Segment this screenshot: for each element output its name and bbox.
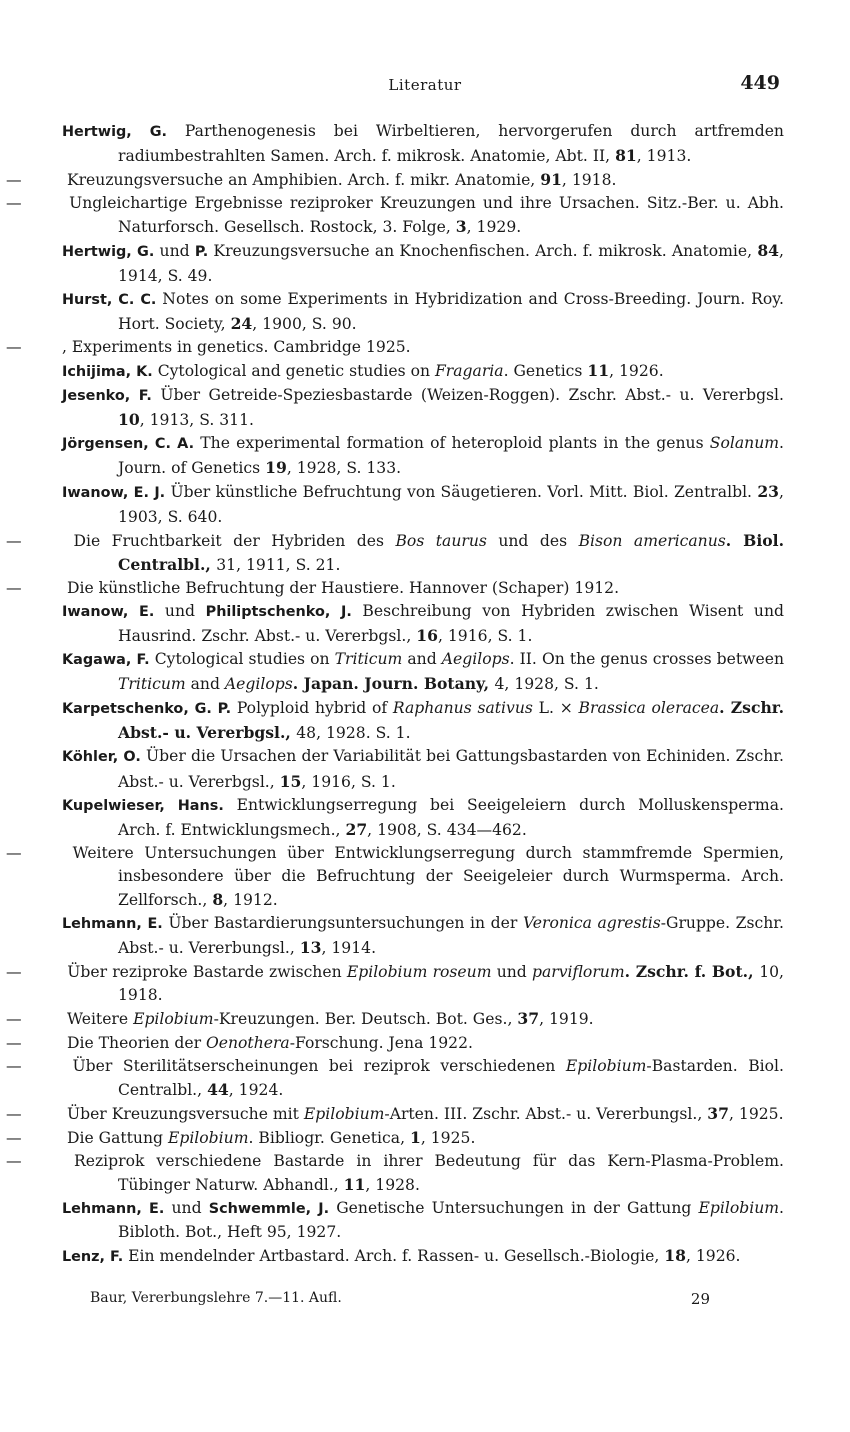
reference-volume: 15 <box>279 771 302 791</box>
reference-text: , Experiments in genetics. Cambridge 1925. <box>62 337 411 356</box>
reference-author: Iwanow, E. <box>62 603 155 620</box>
reference-volume: 11 <box>587 360 610 380</box>
reference-text: , 1924. <box>228 1080 284 1099</box>
reference-text: Über Getreide-Speziesbastarde (Weizen-Roggen). Zschr. Abst.- u. Vererbgsl. <box>151 386 784 405</box>
reference-entry: — , Experiments in genetics. Cambridge 1925. <box>6 337 411 356</box>
reference-taxon: Fragaria <box>434 361 504 380</box>
reference-volume: . Biol. Centralbl., <box>118 530 784 574</box>
reference-volume: 37 <box>517 1009 540 1029</box>
reference-author: Iwanow, E. J. <box>62 485 166 502</box>
reference-entry: — Weitere Epilobium-Kreuzungen. Ber. Deutsch. Bot. Ges., 37, 1919. <box>6 1009 594 1029</box>
reference-conjunction: und <box>164 1199 209 1218</box>
reference-author: Köhler, O. <box>62 749 141 766</box>
reference-author: Lenz, F. <box>62 1249 124 1266</box>
reference-text: , 1925. <box>728 1104 784 1123</box>
reference-text: Über künstliche Befruchtung von Säugetieren. Vorl. Mitt. Biol. Zentralbl. <box>165 483 758 502</box>
reference-entry <box>62 432 784 480</box>
reference-entry: — Über Kreuzungsversuche mit Epilobium-Arten. III. Zschr. Abst.- u. Vererbungsl., 37, 1925. <box>6 1103 784 1123</box>
reference-text: Die Fruchtbarkeit der Hybriden des <box>62 531 396 550</box>
reference-list <box>6 120 785 1270</box>
reference-taxon: Bison americanus <box>578 531 726 550</box>
reference-taxon: Brassica oleracea <box>578 699 720 718</box>
reference-text: , 1925. <box>420 1128 476 1147</box>
running-head <box>0 72 850 102</box>
reference-entry: — Über reziproke Bastarde zwischen Epilobium roseum und parviflorum. Zschr. f. Bot., 10, 1918. <box>6 962 785 1005</box>
reference-text: , 1913. <box>636 147 692 166</box>
reference-text: 4 <box>494 675 505 694</box>
reference-entry <box>62 480 784 528</box>
reference-taxon: Oenothera <box>205 1033 290 1052</box>
reference-text: Über reziproke Bastarde zwischen <box>62 963 347 982</box>
reference-taxon: Triticum <box>118 675 186 694</box>
reference-text: , 1908, S. 434—462. <box>367 820 527 839</box>
reference-text: Entwicklungserregung bei Seeigeleiern durch Molluskensperma. Arch. f. Entwicklungsmech., <box>118 795 784 839</box>
reference-author: Lehmann, E. <box>62 1201 165 1218</box>
page-footer <box>90 1290 710 1314</box>
reference-coauthor: Schwemmle, J. <box>208 1201 330 1218</box>
reference-entry: — Die Theorien der Oenothera-Forschung. Jena 1922. <box>6 1033 473 1052</box>
reference-text: Reziprok verschiedene Bastarde in ihrer Bedeutung für das Kern-Plasma-Problem. Tübinger Naturw. Abhandl., <box>62 1152 784 1195</box>
reference-author: Jörgensen, C. A. <box>62 436 195 453</box>
reference-text: , 1919. <box>539 1010 594 1029</box>
reference-text: , 1914. <box>321 939 377 958</box>
reference-volume: 24 <box>230 313 253 333</box>
reference-volume: 37 <box>707 1103 729 1123</box>
reference-text: , 1928, S. 1. <box>504 675 599 694</box>
reference-text: Über Bastardierungsuntersuchungen in der <box>162 914 523 933</box>
reference-conjunction: und <box>154 601 206 620</box>
reference-coauthor: P. <box>194 244 209 261</box>
reference-volume: 16 <box>416 625 438 645</box>
reference-text: 10 <box>759 963 780 982</box>
reference-text: Notes on some Experiments in Hybridization and Cross-Breeding. Journ. Roy. Hort. Society, <box>118 289 785 333</box>
reference-volume: . Zschr. f. Bot., <box>624 962 760 982</box>
reference-entry <box>62 648 784 696</box>
reference-taxon: Epilobium <box>167 1128 249 1147</box>
reference-text: Cytological studies on <box>149 650 335 669</box>
reference-entry: — Kreuzungsversuche an Amphibien. Arch. f. mikr. Anatomie, 91, 1918. <box>6 170 617 190</box>
reference-entry <box>62 696 784 745</box>
reference-text: -Forschung. Jena 1922. <box>289 1033 473 1052</box>
reference-text: . Genetics <box>503 361 588 380</box>
reference-text: , 1916, S. 1. <box>437 626 533 645</box>
reference-text: Cytological and genetic studies on <box>152 361 435 380</box>
reference-volume: . Japan. Journ. Botany, <box>292 674 495 694</box>
reference-author: Hertwig, G. <box>62 244 155 261</box>
reference-text: Die Gattung <box>62 1128 168 1147</box>
reference-text: L. × <box>532 699 579 718</box>
reference-volume: 13 <box>299 938 322 958</box>
reference-taxon: Triticum <box>334 650 403 669</box>
reference-text: . Journ. of Genetics <box>118 434 784 478</box>
reference-volume: 19 <box>265 458 287 478</box>
reference-author: Hurst, C. C. <box>62 291 157 308</box>
reference-text: The experimental formation of heteroploid plants in the genus <box>194 434 710 453</box>
reference-volume: 3 <box>455 217 467 237</box>
reference-text: 31 <box>216 555 237 574</box>
reference-text: Ungleichartige Ergebnisse reziproker Kreuzungen und ihre Ursachen. Sitz.-Ber. u. Abh. Naturforsch. Gesellsch. Rostock, 3. Folge, <box>62 194 784 237</box>
reference-text: , 1926. <box>609 361 664 380</box>
reference-author: Karpetschenko, G. P. <box>62 701 232 718</box>
reference-taxon: Epilobium <box>133 1010 214 1029</box>
reference-entry <box>62 1244 784 1269</box>
reference-text: Weitere <box>62 1010 134 1029</box>
reference-text: Parthenogenesis bei Wirbeltieren, hervorgerufen durch artfremden radiumbestrahlten Samen. Arch. f. mikrosk. Anatomie, Abt. II, <box>118 122 784 166</box>
reference-text: , 1913, S. 311. <box>139 411 254 430</box>
reference-volume: 23 <box>757 482 780 502</box>
reference-taxon: Epilobium <box>303 1104 385 1123</box>
reference-entry <box>62 239 784 287</box>
reference-text: und <box>491 963 532 982</box>
reference-text: Ein mendelnder Artbastard. Arch. f. Rassen- u. Gesellsch.-Biologie, <box>123 1247 665 1266</box>
reference-taxon: Veronica agrestis <box>522 914 661 933</box>
reference-taxon: Solanum <box>709 434 780 453</box>
reference-taxon: Aegilops <box>224 675 293 694</box>
reference-text: , 1911, S. 21. <box>236 555 341 574</box>
reference-text: , 1928. S. 1. <box>316 724 411 743</box>
reference-text: Polyploid hybrid of <box>231 699 393 718</box>
running-title: Literatur <box>388 76 462 94</box>
reference-coauthor: Philiptschenko, J. <box>205 603 352 620</box>
reference-entry <box>62 1197 784 1244</box>
reference-author: Kagawa, F. <box>62 652 150 669</box>
reference-entry: — Die künstliche Befruchtung der Haustiere. Hannover (Schaper) 1912. <box>6 578 620 597</box>
reference-text: , 1926. <box>685 1247 741 1266</box>
reference-conjunction: und <box>154 242 195 261</box>
reference-taxon: Epilobium roseum <box>346 963 492 982</box>
reference-entry: — Über Sterilitätserscheinungen bei reziprok verschiedenen Epilobium-Bastarden. Biol. Centralbl., 44, 1924. <box>6 1056 784 1099</box>
reference-volume: 10 <box>118 410 140 430</box>
reference-text: , 1928. <box>365 1176 420 1195</box>
reference-entry: — Die Gattung Epilobium. Bibliogr. Genetica, 1, 1925. <box>6 1127 476 1147</box>
reference-text: and <box>402 650 442 669</box>
reference-text: Kreuzungsversuche an Knochenfischen. Arch. f. mikrosk. Anatomie, <box>208 242 758 261</box>
reference-text: -Kreuzungen. Ber. Deutsch. Bot. Ges., <box>213 1010 518 1029</box>
reference-entry: — Ungleichartige Ergebnisse reziproker Kreuzungen und ihre Ursachen. Sitz.-Ber. u. Abh. Naturforsch. Gesellsch. Rostock, 3. Folge, 3, 1929. <box>6 194 784 237</box>
reference-volume: 1 <box>409 1127 421 1147</box>
reference-text: , 1918. <box>118 963 785 1005</box>
reference-text: , 1929. <box>466 218 522 237</box>
reference-text: -Gruppe. Zschr. Abst.- u. Vererbungsl., <box>118 914 784 958</box>
reference-entry <box>62 794 784 842</box>
reference-text: and <box>185 675 225 694</box>
reference-volume: 91 <box>540 170 562 190</box>
reference-entry <box>62 745 784 793</box>
reference-entry: — Die Fruchtbarkeit der Hybriden des Bos taurus und des Bison americanus. Biol. Centralbl., 31, 1911, S. 21. <box>6 530 784 574</box>
reference-entry <box>62 120 784 168</box>
reference-text: -Bastarden. Biol. Centralbl., <box>118 1056 784 1099</box>
reference-volume: . Zschr. Abst.- u. Vererbgsl., <box>118 698 785 743</box>
reference-entry <box>62 600 784 648</box>
reference-taxon: Bos taurus <box>395 531 487 550</box>
reference-text: -Arten. III. Zschr. Abst.- u. Vererbungsl., <box>384 1104 708 1123</box>
reference-text: Weitere Untersuchungen über Entwicklungserregung durch stammfremde Spermien, insbesondere über die Befruchtung der Seeigeleier durch Wurmsperma. Arch. Zellforsch., <box>62 843 784 909</box>
reference-text: , 1903, S. 640. <box>118 483 784 526</box>
reference-text: , 1918. <box>561 171 617 190</box>
footer-book-title: Baur, Vererbungslehre 7.—11. Aufl. <box>90 1290 342 1306</box>
reference-text: , 1912. <box>223 891 278 909</box>
page-number: 449 <box>740 72 780 94</box>
reference-volume: 81 <box>615 146 637 166</box>
reference-entry <box>62 288 784 336</box>
reference-text: . Bibloth. Bot., Heft 95, 1927. <box>118 1199 784 1242</box>
reference-taxon: Aegilops <box>441 650 510 669</box>
reference-text: Kreuzungsversuche an Amphibien. Arch. f. mikr. Anatomie, <box>62 171 541 190</box>
reference-text: 48 <box>296 724 317 743</box>
reference-author: Ichijima, K. <box>62 363 153 380</box>
reference-taxon: parviflorum <box>532 963 625 982</box>
reference-volume: 44 <box>207 1079 229 1099</box>
reference-text: Die Theorien der <box>62 1033 206 1052</box>
reference-volume: 84 <box>757 241 780 261</box>
reference-volume: 11 <box>343 1175 366 1195</box>
reference-entry: — Reziprok verschiedene Bastarde in ihrer Bedeutung für das Kern-Plasma-Problem. Tübinger Naturw. Abhandl., 11, 1928. <box>6 1152 784 1195</box>
reference-taxon: Epilobium <box>698 1199 780 1218</box>
reference-taxon: Raphanus sativus <box>392 699 533 718</box>
reference-entry: — Weitere Untersuchungen über Entwicklungserregung durch stammfremde Spermien, insbesondere über die Befruchtung der Seeigeleier durch Wurmsperma. Arch. Zellforsch., 8, 1912. <box>6 843 784 909</box>
reference-volume: 27 <box>345 819 368 839</box>
reference-text: Über Sterilitätserscheinungen bei reziprok verschiedenen <box>62 1056 566 1075</box>
reference-text: . Bibliogr. Genetica, <box>248 1128 410 1147</box>
reference-entry <box>62 359 784 384</box>
reference-text: , 1914, S. 49. <box>118 242 784 285</box>
reference-author: Jesenko, F. <box>62 388 152 405</box>
reference-text: Beschreibung von Hybriden zwischen Wisent und Hausrind. Zschr. Abst.- u. Vererbgsl., <box>118 601 785 645</box>
reference-text: Über die Ursachen der Variabilität bei Gattungsbastarden von Echiniden. Zschr. Abst.- u. Vererbgsl., <box>118 747 784 791</box>
reference-volume: 18 <box>664 1246 686 1266</box>
reference-volume: 8 <box>212 890 224 909</box>
reference-author: Lehmann, E. <box>62 916 163 933</box>
reference-taxon: Epilobium <box>565 1056 647 1075</box>
reference-text: , 1916, S. 1. <box>301 772 396 791</box>
reference-text: und des <box>486 531 579 550</box>
reference-entry <box>62 912 784 960</box>
reference-text: . II. On the genus crosses between <box>509 650 784 669</box>
reference-text: Die künstliche Befruchtung der Haustiere. Hannover (Schaper) 1912. <box>62 578 620 597</box>
reference-text: Über Kreuzungsversuche mit <box>62 1104 304 1123</box>
footer-signature: 29 <box>690 1290 710 1308</box>
reference-text: , 1900, S. 90. <box>252 314 357 333</box>
reference-text: Genetische Untersuchungen in der Gattung <box>329 1199 699 1218</box>
reference-entry <box>62 384 784 432</box>
reference-text: , 1928, S. 133. <box>286 459 402 478</box>
reference-author: Hertwig, G. <box>62 124 167 140</box>
reference-author: Kupelwieser, Hans. <box>62 797 224 814</box>
